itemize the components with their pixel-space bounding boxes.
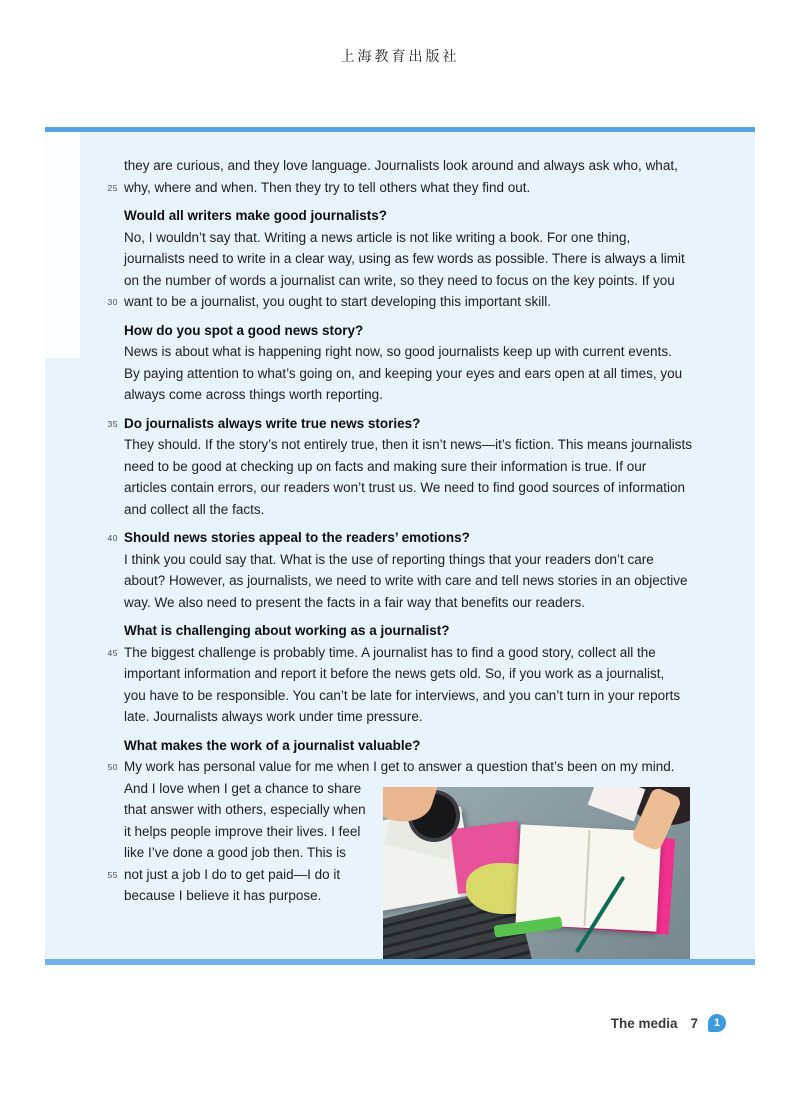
passage-line	[124, 592, 696, 614]
passage-line	[124, 270, 696, 292]
line-text: and collect all the facts.	[124, 501, 265, 517]
passage-line	[124, 663, 696, 685]
passage-paragraph	[124, 549, 696, 614]
line-number: 30	[107, 297, 118, 307]
passage-line	[107, 527, 696, 549]
passage-line	[124, 320, 696, 342]
line-number: 50	[107, 762, 118, 772]
passage-line	[124, 549, 696, 571]
footer-unit-title: The media	[610, 1015, 678, 1031]
footer	[611, 1014, 726, 1032]
line-text: The biggest challenge is probably time. A journalist has to find a good story, collect all the	[124, 644, 656, 660]
passage-line	[124, 384, 696, 406]
content-panel	[45, 127, 755, 965]
photo-person-sleeve	[587, 787, 645, 822]
line-text: They should. If the story’s not entirely true, then it isn’t news—it’s fiction. This means journalists	[124, 437, 693, 452]
line-text: that answer with others, especially when	[124, 802, 366, 817]
line-text: important information and report it before the news gets old. So, if you work as a journalist,	[124, 666, 665, 681]
passage-line	[124, 341, 696, 363]
passage-paragraph	[124, 434, 696, 520]
line-number: 25	[107, 182, 118, 193]
line-text: way. We also need to present the facts in a fair way that benefits our readers.	[124, 594, 585, 610]
passage-line	[107, 413, 696, 435]
panel-bottom-rule	[45, 959, 755, 965]
line-text: And I love when I get a chance to share	[124, 780, 362, 796]
line-text: Do journalists always write true news stories?	[124, 415, 421, 431]
passage-heading	[107, 527, 696, 549]
passage-heading	[124, 735, 696, 757]
passage-line	[124, 499, 696, 521]
footer-page-number: 7	[690, 1015, 698, 1031]
line-text: want to be a journalist, you ought to start developing this important skill.	[124, 294, 551, 309]
passage-line	[107, 291, 696, 313]
passage-paragraph	[124, 341, 696, 406]
line-text: I think you could say that. What is the use of reporting things that your readers don’t care	[124, 551, 654, 567]
passage-paragraph	[107, 642, 696, 728]
passage-line	[124, 363, 696, 385]
passage-paragraph	[107, 155, 696, 198]
passage-paragraph	[107, 227, 696, 313]
line-text: you have to be responsible. You can’t be late for interviews, and you can’t turn in your reports	[124, 687, 681, 703]
line-number: 45	[107, 647, 118, 658]
line-text: journalists need to write in a clear way, using as few words as possible. There is always a limit	[124, 251, 685, 266]
passage-line	[124, 706, 696, 728]
passage-heading	[107, 413, 696, 435]
passage-line	[107, 642, 696, 664]
passage-line	[124, 477, 696, 499]
publisher-header: 上海教育出版社	[340, 49, 460, 65]
passage-line	[124, 456, 696, 478]
passage-line	[107, 177, 696, 199]
line-text: why, where and when. Then they try to tell others what they find out.	[124, 179, 531, 195]
line-text: What is challenging about working as a journalist?	[124, 623, 450, 638]
panel-left-strip	[45, 132, 80, 358]
line-text: about? However, as journalists, we need to write with care and tell news stories in an objective	[124, 573, 688, 588]
passage-line	[124, 155, 696, 177]
passage-line	[124, 227, 696, 249]
line-text: Would all writers make good journalists?	[124, 208, 388, 223]
passage-heading	[124, 320, 696, 342]
passage-heading	[124, 205, 696, 227]
passage-line	[124, 434, 696, 456]
line-number: 55	[107, 869, 118, 880]
line-text: it helps people improve their lives. I feel	[124, 823, 361, 839]
line-text: like I’ve done a good job then. This is	[124, 845, 346, 860]
panel-top-rule	[45, 127, 755, 132]
passage-line	[124, 248, 696, 270]
passage-line	[124, 205, 696, 227]
passage-line	[124, 620, 696, 642]
passage-heading	[124, 620, 696, 642]
line-text: because I believe it has purpose.	[124, 888, 322, 903]
line-number: 40	[107, 533, 118, 543]
line-text: News is about what is happening right now, so good journalists keep up with current events.	[124, 344, 672, 359]
line-text: What makes the work of a journalist valuable?	[124, 737, 421, 753]
line-text: late. Journalists always work under time pressure.	[124, 709, 423, 724]
line-text: they are curious, and they love language. Journalists look around and always ask who, what,	[124, 158, 678, 173]
line-text: always come across things worth reporting.	[124, 387, 383, 402]
passage-line	[124, 735, 696, 757]
passage-line	[107, 756, 696, 778]
line-text: need to be good at checking up on facts and making sure their information is true. If our	[124, 458, 647, 474]
passage-line	[124, 570, 696, 592]
line-text: articles contain errors, our readers won’t trust us. We need to find good sources of information	[124, 480, 686, 495]
unit-number-badge: 1	[708, 1014, 726, 1032]
line-text: How do you spot a good news story?	[124, 322, 364, 338]
line-text: By paying attention to what’s going on, and keeping your eyes and ears open at all times, you	[124, 365, 683, 381]
line-text: My work has personal value for me when I get to answer a question that’s been on my mind.	[124, 759, 675, 774]
line-text: No, I wouldn’t say that. Writing a news article is not like writing a book. For one thing,	[124, 229, 631, 245]
line-text: Should news stories appeal to the readers’ emotions?	[124, 530, 470, 545]
line-number: 35	[107, 418, 118, 429]
line-text: on the number of words a journalist can write, so they need to focus on the key points. If you	[124, 272, 675, 288]
line-text: not just a job I do to get paid—I do it	[124, 866, 341, 882]
passage-line	[124, 685, 696, 707]
desk-photo	[383, 787, 690, 959]
